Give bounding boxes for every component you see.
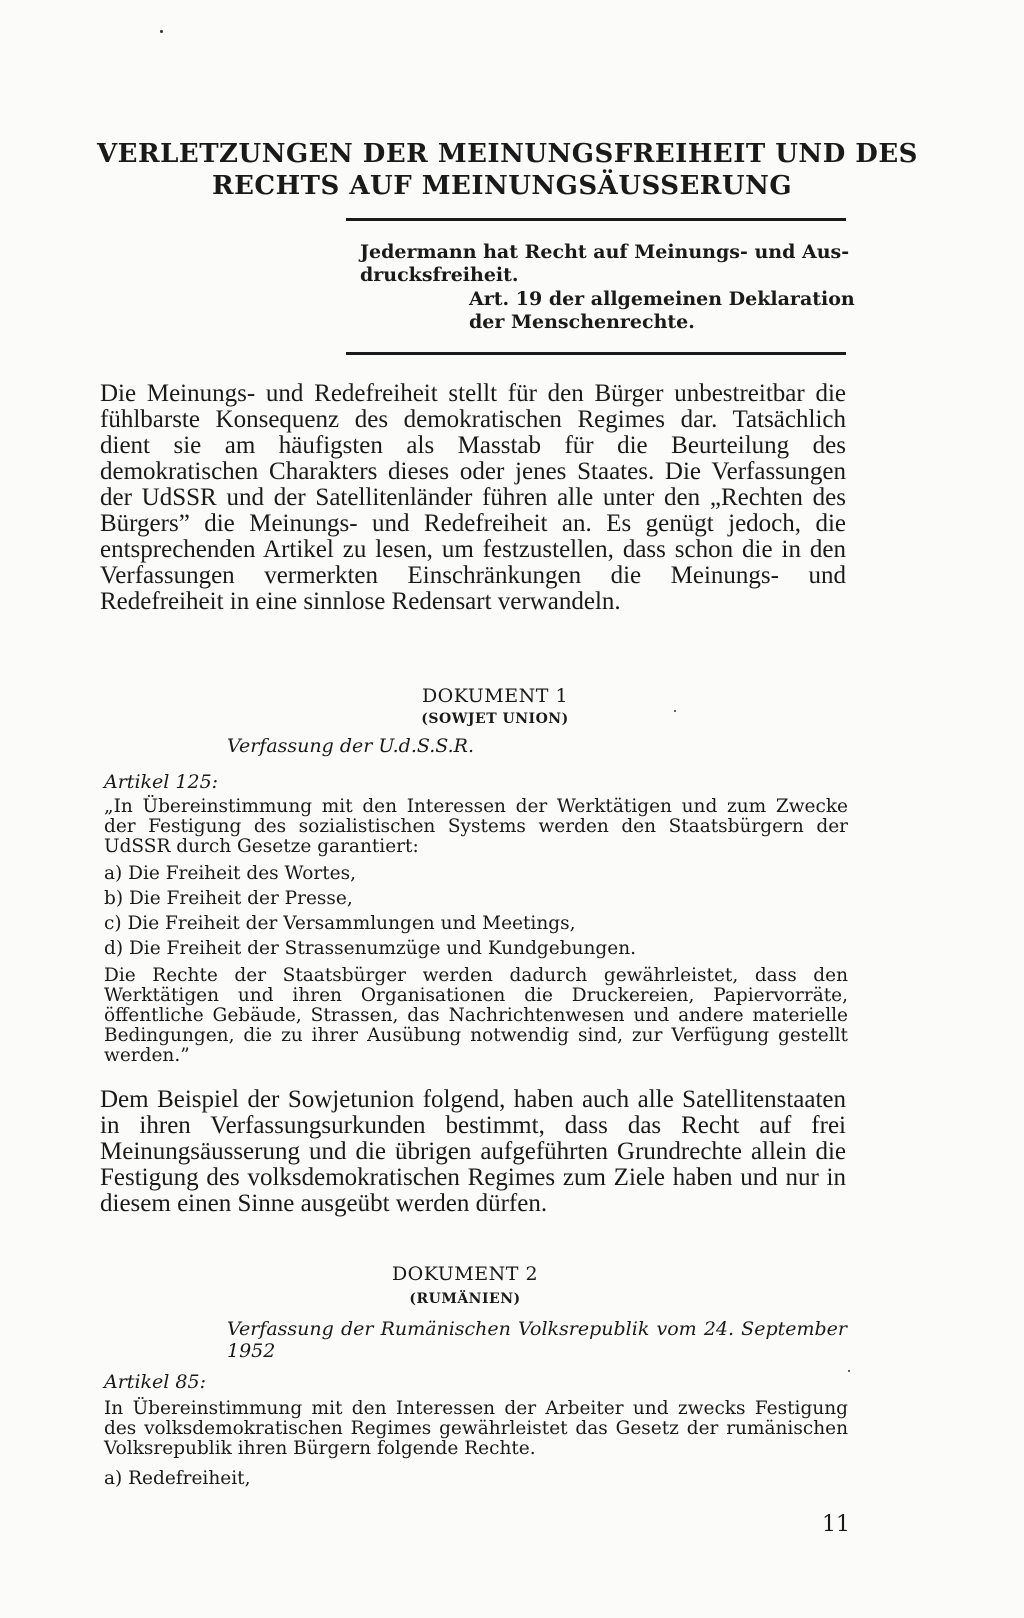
document-1-list [104, 861, 848, 961]
print-speck [160, 30, 163, 33]
middle-paragraph: Dem Beispiel der Sowjetunion folgend, haben auch alle Satellitenstaaten in ihren Verfassungsurkunden bestimmt, dass das Recht auf frei Meinungsäusserung und die übrigen aufgeführten Grundrechte allein die Festigung des volksdemokratischen Regimes zum Ziele haben und nur in diesem einen Sinne ausgeübt werden dürfen. [100, 1086, 846, 1217]
page-number: 11 [822, 1512, 850, 1537]
document-1-text: „In Übereinstimmung mit den Interessen der Werktätigen und zum Zwecke der Festigung des sozialistischen Systems werden den Staatsbürgern der UdSSR durch Gesetze garantiert: [104, 796, 848, 857]
document-1-country: (SOWJET UNION) [421, 711, 569, 727]
list-item: c) Die Freiheit der Versammlungen und Meetings, [104, 913, 576, 934]
print-speck [848, 1370, 850, 1372]
document-1-article: Artikel 125: [104, 771, 219, 793]
document-1-heading: DOKUMENT 1 [421, 685, 569, 707]
epigraph-quote-line-2: drucksfreiheit. [360, 264, 519, 286]
document-2-heading: DOKUMENT 2 [391, 1263, 539, 1285]
list-item: d) Die Freiheit der Strassenumzüge und Kundgebungen. [104, 938, 636, 959]
document-1-source: Verfassung der U.d.S.S.R. [227, 735, 474, 757]
epigraph-source-line-2: der Menschenrechte. [469, 311, 695, 333]
chapter-title-line-2: RECHTS AUF MEINUNGSÄUSSERUNG [212, 171, 793, 201]
list-item: b) Die Freiheit der Presse, [104, 888, 353, 909]
document-2-country: (RUMÄNIEN) [409, 1291, 521, 1307]
epigraph-quote [360, 241, 850, 287]
document-1-closing: Die Rechte der Staatsbürger werden dadurch gewährleistet, dass den Werktätigen und ihren Organisationen die Druckereien, Papiervorräte, öffentliche Gebäude, Strassen, das Nachrichtenwesen und andere materielle Bedingungen, die zu ihrer Ausübung notwendig sind, zur Verfügung gestellt werden.” [104, 965, 848, 1066]
epigraph-quote-line-1: Jedermann hat Recht auf Meinungs- und Aus- [360, 241, 850, 263]
epigraph-source-line-1: Art. 19 der allgemeinen Deklaration [469, 288, 855, 310]
epigraph-source [469, 288, 859, 334]
epigraph-top-rule [346, 218, 846, 221]
chapter-title-line-1: VERLETZUNGEN DER MEINUNGSFREIHEIT UND DES [97, 139, 918, 169]
document-2-list [104, 1466, 250, 1491]
document-2-article: Artikel 85: [104, 1371, 206, 1393]
print-speck [674, 710, 676, 712]
document-2-text: In Übereinstimmung mit den Interessen der Arbeiter und zwecks Festigung des volksdemokratischen Regimes gewährleistet das Gesetz der rumänischen Volksrepublik ihren Bürgern folgende Rechte. [104, 1398, 848, 1459]
epigraph-bottom-rule [346, 352, 846, 355]
document-2-source: Verfassung der Rumänischen Volksrepublik vom 24. September 1952 [227, 1318, 847, 1362]
list-item: a) Die Freiheit des Wortes, [104, 863, 357, 884]
list-item: a) Redefreiheit, [104, 1468, 251, 1489]
intro-paragraph: Die Meinungs- und Redefreiheit stellt für den Bürger unbestreitbar die fühlbarste Konsequenz des demokratischen Regimes dar. Tatsächlich dient sie am häufigsten als Masstab für die Beurteilung des demokratischen Charakters dieses oder jenes Staates. Die Verfassungen der UdSSR und der Satellitenländer führen alle unter den „Rechten des Bürgers” die Meinungs- und Redefreiheit an. Es genügt jedoch, die entsprechenden Artikel zu lesen, um festzustellen, dass schon die in den Verfassungen vermerkten Einschränkungen die Meinungs- und Redefreiheit in eine sinnlose Redensart verwandeln. [100, 380, 846, 615]
